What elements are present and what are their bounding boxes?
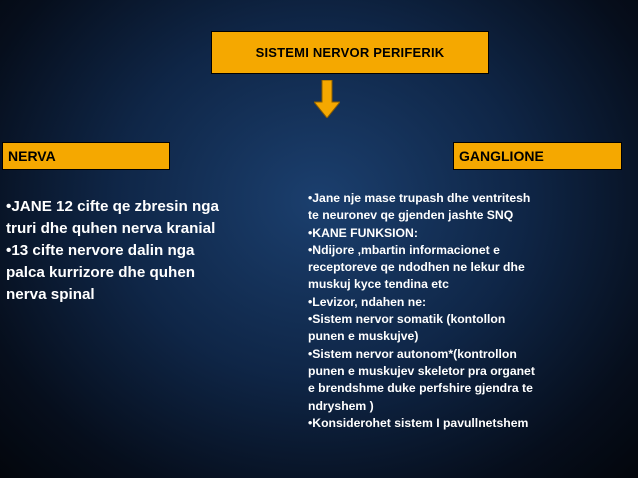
nerva-item-1: •JANE 12 cifte qe zbresin nga truri dhe quhen nerva kranial [6,198,219,237]
ganglione-description [308,190,633,432]
ganglione-label: GANGLIONE [459,148,544,164]
ganglione-item-1: •Jane nje mase trupash dhe ventritesh te neuronev qe gjenden jashte SNQ [308,191,531,223]
nerva-description [6,196,296,306]
nerva-label: NERVA [8,148,56,164]
down-arrow-icon [314,80,340,118]
ganglione-item-2: •KANE FUNKSION: [308,225,418,240]
ganglione-item-5: •Sistem nervor somatik (kontollon punen e muskujve) [308,312,506,344]
ganglione-item-4: •Levizor, ndahen ne: [308,294,427,309]
ganglione-label-box [453,142,622,170]
ganglione-item-3: •Ndijore ,mbartin informacionet e receptoreve qe ndodhen ne lekur dhe muskuj kyce tendina etc [308,242,525,292]
title-text: SISTEMI NERVOR PERIFERIK [255,45,445,60]
nerva-item-2: •13 cifte nervore dalin nga palca kurrizore dhe quhen nerva spinal [6,242,196,303]
title-box [211,31,489,74]
ganglione-item-6: •Sistem nervor autonom*(kontrollon punen e muskujev skeletor pra organet e brendshme duke perfshire gjendra te ndryshem ) [308,346,535,413]
nerva-label-box [2,142,170,170]
ganglione-item-7: •Konsiderohet sistem I pavullnetshem [308,415,529,430]
